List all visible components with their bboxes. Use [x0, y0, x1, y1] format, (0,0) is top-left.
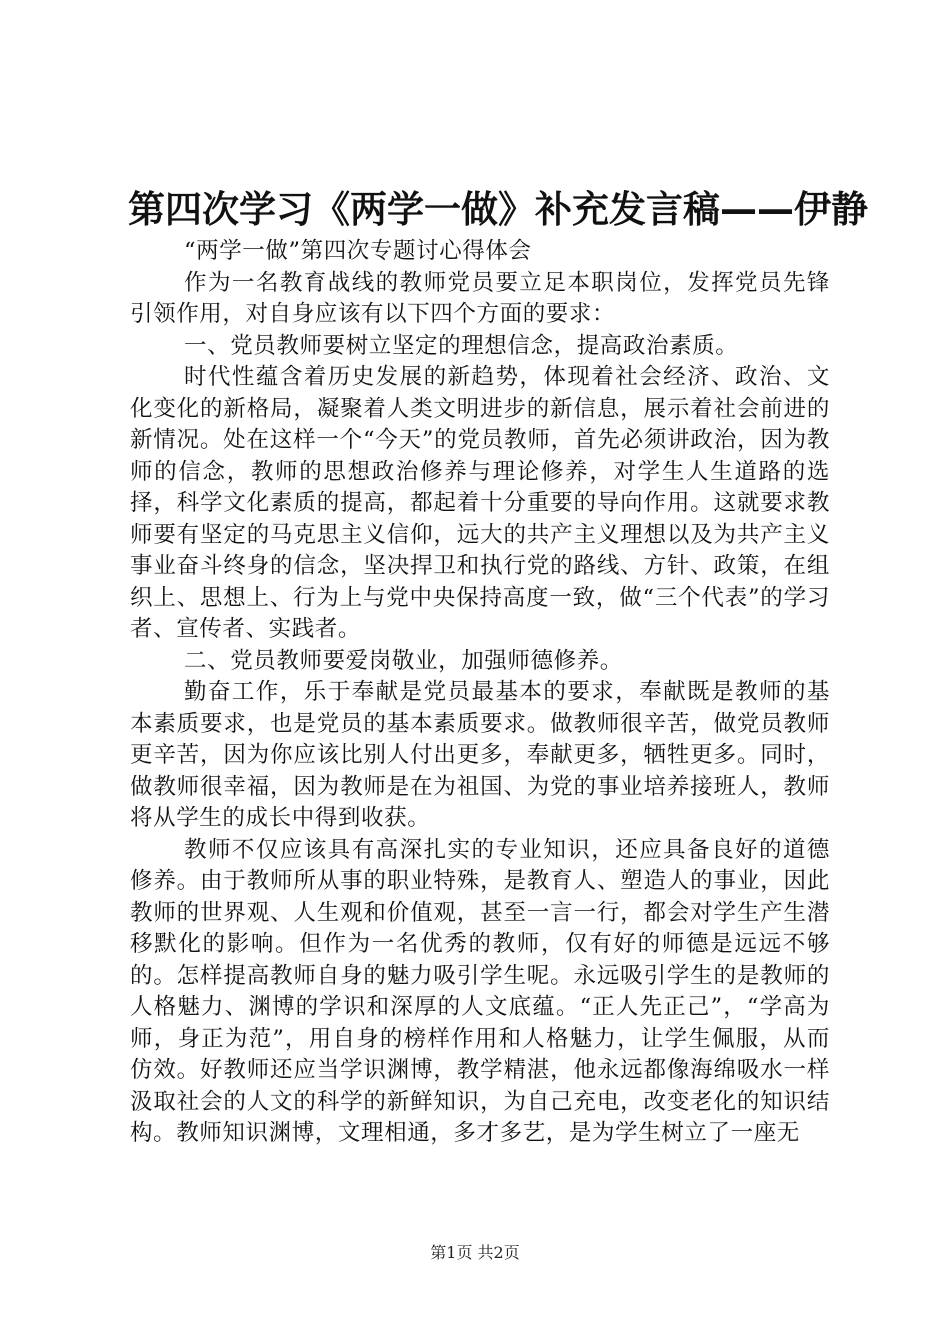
section-heading: 二、党员教师要爱岗敬业，加强师德修养。	[184, 647, 623, 674]
document-title: 第四次学习《两学一做》补充发言稿——伊静	[128, 188, 868, 231]
document-body	[130, 236, 830, 1150]
body-paragraph: 时代性蕴含着历史发展的新趋势，体现着社会经济、政治、文化变化的新格局，凝聚着人类文明进步的新信息，展示着社会前进的新情况。处在这样一个“今天”的党员教师，首先必须讲政治，因为教师的信念，教师的思想政治修养与理论修养，对学生人生道路的选择，科学文化素质的提高，都起着十分重要的导向作用。这就要求教师要有坚定的马克思主义信仰，远大的共产主义理想以及为共产主义事业奋斗终身的信念，坚决捍卫和执行党的路线、方针、政策，在组织上、思想上、行为上与党中央保持高度一致，做“三个代表”的学习者、宣传者、实践者。	[130, 364, 830, 642]
section-heading: 一、党员教师要树立坚定的理想信念，提高政治素质。	[184, 332, 739, 359]
body-paragraph: 勤奋工作，乐于奉献是党员最基本的要求，奉献既是教师的基本素质要求，也是党员的基本素质要求。做教师很辛苦，做党员教师更辛苦，因为你应该比别人付出更多，奉献更多，牺牲更多。同时，做教师很幸福，因为教师是在为祖国、为党的事业培养接班人，教师将从学生的成长中得到收获。	[130, 679, 830, 831]
body-paragraph: 教师不仅应该具有高深扎实的专业知识，还应具备良好的道德修养。由于教师所从事的职业特殊，是教育人、塑造人的事业，因此教师的世界观、人生观和价值观，甚至一言一行，都会对学生产生潜移默化的影响。但作为一名优秀的教师，仅有好的师德是远远不够的。怎样提高教师自身的魅力吸引学生呢。永远吸引学生的是教师的人格魅力、渊博的学识和深厚的人文底蕴。“正人先正己”，“学高为师，身正为范”，用自身的榜样作用和人格魅力，让学生佩服，从而仿效。好教师还应当学识渊博，教学精湛，他永远都像海绵吸水一样汲取社会的人文的科学的新鲜知识，为自己充电，改变老化的知识结构。教师知识渊博，文理相通，多才多艺，是为学生树立了一座无	[130, 836, 830, 1146]
page-number-footer: 第1页 共2页	[430, 1243, 520, 1262]
body-paragraph: 作为一名教育战线的教师党员要立足本职岗位，发挥党员先锋引领作用，对自身应该有以下四个方面的要求：	[130, 269, 830, 327]
subtitle-paragraph: “两学一做”第四次专题讨心得体会	[184, 238, 532, 264]
